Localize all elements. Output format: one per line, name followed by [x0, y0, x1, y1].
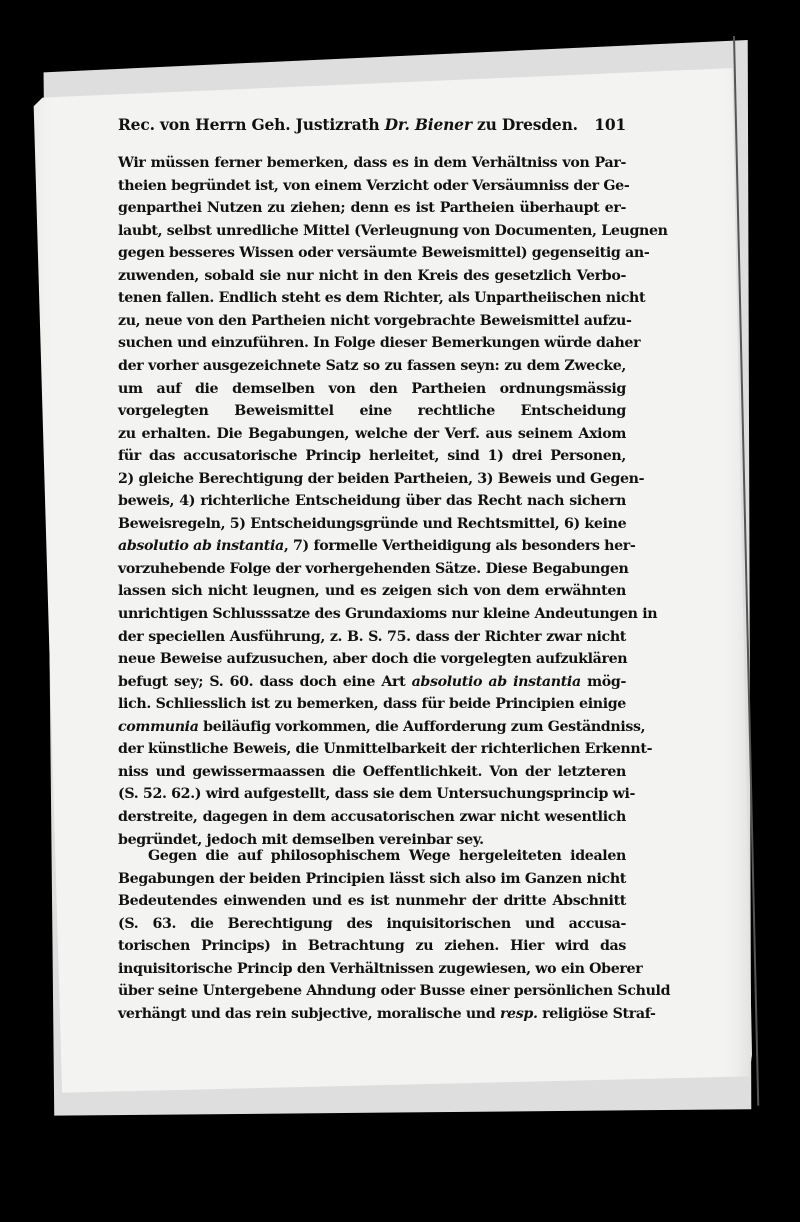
text-line [118, 152, 626, 174]
text-run: torischen Princips) in Betrachtung zu ziehen. Hier wird das [118, 938, 626, 955]
text-run: niss und gewissermaassen die Oeffentlichkeit. Von der letzteren [118, 763, 626, 780]
text-line [118, 355, 626, 377]
text-run: beweis, 4) richterliche Entscheidung über das Recht nach sichern [118, 493, 626, 510]
text-run: der künstliche Beweis, die Unmittelbarkeit der richterlichen Erkennt- [118, 741, 653, 758]
text-run: unrichtigen Schlusssatze des Grundaxioms nur kleine Andeutungen in [118, 606, 658, 622]
text-line [118, 287, 646, 309]
text-line [118, 445, 626, 467]
text-run: mög- [580, 673, 626, 690]
text-run: Wir müssen ferner bemerken, dass es in dem Verhältniss von Par- [118, 155, 626, 171]
text-line [118, 513, 626, 535]
text-run: zu, neue von den Partheien nicht vorgebrachte Beweismittel aufzu- [118, 312, 632, 329]
italic-term: communia [118, 718, 199, 735]
text-line [118, 265, 626, 287]
text-run: zuwenden, sobald sie nur nicht in den Kreis des gesetzlich Verbo- [118, 267, 626, 284]
text-run: lassen sich nicht leugnen, und es zeigen sich von dem erwähnten [118, 583, 626, 600]
text-line [118, 535, 636, 557]
text-run: beiläufig vorkommen, die Aufforderung zum Geständniss, [198, 718, 646, 735]
text-line [118, 738, 653, 760]
text-run: genparthei Nutzen zu ziehen; denn es ist Partheien überhaupt er- [118, 200, 626, 217]
text-run: begründet, jedoch mit demselben vereinbar sey. [118, 831, 484, 848]
text-run: vorgelegten Beweismittel eine rechtliche Entscheidung [118, 403, 626, 420]
text-run: Beweisregeln, 5) Entscheidungsgründe und Rechtsmittel, 6) keine [118, 515, 627, 532]
text-line [118, 175, 630, 197]
text-run: , 7) formelle Vertheidigung als besonders her- [283, 538, 636, 555]
text-line [118, 197, 626, 219]
page-number: 101 [594, 115, 626, 134]
running-title [118, 115, 578, 134]
text-run: derstreite, dagegen in dem accusatorischen zwar nicht wesentlich [118, 808, 626, 825]
running-header [118, 115, 626, 139]
text-line [118, 558, 629, 580]
italic-term: absolutio ab instantia [411, 673, 581, 690]
text-line [118, 400, 626, 422]
running-title-author: Dr. Biener [384, 115, 472, 134]
text-run: neue Beweise aufzusuchen, aber doch die vorgelegten aufzuklären [118, 651, 628, 668]
text-run: laubt, selbst unredliche Mittel (Verleugnung von Documenten, Leugnen [118, 222, 668, 239]
text-line [118, 242, 650, 264]
text-run: befugt sey; S. 60. dass doch eine Art [118, 673, 412, 690]
text-run: inquisitorische Princip den Verhältnissen zugewiesen, wo ein Oberer [118, 960, 643, 977]
text-run: der speciellen Ausführung, z. B. S. 75. dass der Richter zwar nicht [118, 628, 626, 645]
text-line [118, 890, 626, 912]
text-run: suchen und einzuführen. In Folge dieser Bemerkungen würde daher [118, 335, 641, 352]
text-run: gegen besseres Wissen oder versäumte Beweismittel) gegenseitig an- [118, 245, 650, 262]
text-line [118, 935, 626, 957]
text-run: (S. 63. die Berechtigung des inquisitorischen und accusa- [118, 915, 626, 932]
text-line [118, 958, 643, 980]
text-line [118, 310, 632, 332]
text-line [118, 332, 641, 354]
text-line [118, 716, 646, 738]
text-line [118, 1003, 656, 1025]
text-run: lich. Schliesslich ist zu bemerken, dass für beide Principien einige [118, 696, 626, 713]
text-run: verhängt und das rein subjective, moralische und [118, 1005, 500, 1022]
text-run: um auf die demselben von den Partheien ordnungsmässig [118, 380, 626, 397]
text-line [118, 468, 645, 490]
text-line [118, 580, 626, 602]
text-run: der vorher ausgezeichnete Satz so zu fassen seyn: zu dem Zwecke, [118, 357, 626, 374]
text-run: Begabungen der beiden Principien lässt sich also im Ganzen nicht [118, 870, 626, 887]
text-run: religiöse Straf- [537, 1005, 656, 1022]
text-line [118, 648, 626, 670]
text-run: über seine Untergebene Ahndung oder Busse einer persönlichen Schuld [118, 983, 671, 1000]
text-line [118, 671, 626, 693]
text-line [118, 845, 626, 867]
text-line [118, 603, 658, 625]
text-line [118, 783, 636, 805]
text-line [118, 806, 626, 828]
text-run: Gegen die auf philosophischem Wege hergeleiteten idealen [148, 848, 626, 864]
text-run: zu erhalten. Die Begabungen, welche der Verf. aus seinem Axiom [118, 425, 626, 442]
text-line [118, 378, 626, 400]
running-title-prefix: Rec. von Herrn Geh. Justizrath [118, 115, 380, 134]
text-line [118, 761, 626, 783]
text-line [118, 626, 626, 648]
text-run: theien begründet ist, von einem Verzicht oder Versäumniss der Ge- [118, 177, 630, 194]
text-run: (S. 52. 62.) wird aufgestellt, dass sie dem Untersuchungsprincip wi- [118, 786, 636, 803]
italic-term: resp. [499, 1005, 538, 1022]
text-line [118, 913, 626, 935]
text-line [118, 868, 626, 890]
text-run: vorzuhebende Folge der vorhergehenden Sätze. Diese Begabungen [118, 560, 629, 577]
text-line [118, 220, 668, 242]
text-line [118, 693, 626, 715]
running-title-suffix: zu Dresden. [477, 115, 578, 134]
italic-term: absolutio ab instantia [118, 538, 284, 555]
text-run: für das accusatorische Princip herleitet, sind 1) drei Personen, [118, 448, 626, 465]
text-line [118, 423, 626, 445]
text-line [118, 980, 671, 1002]
text-run: 2) gleiche Berechtigung der beiden Partheien, 3) Beweis und Gegen- [118, 470, 645, 487]
text-run: Bedeutendes einwenden und es ist nunmehr der dritte Abschnitt [118, 893, 626, 910]
text-run: tenen fallen. Endlich steht es dem Richter, als Unpartheiischen nicht [118, 290, 646, 307]
text-line [118, 490, 626, 512]
